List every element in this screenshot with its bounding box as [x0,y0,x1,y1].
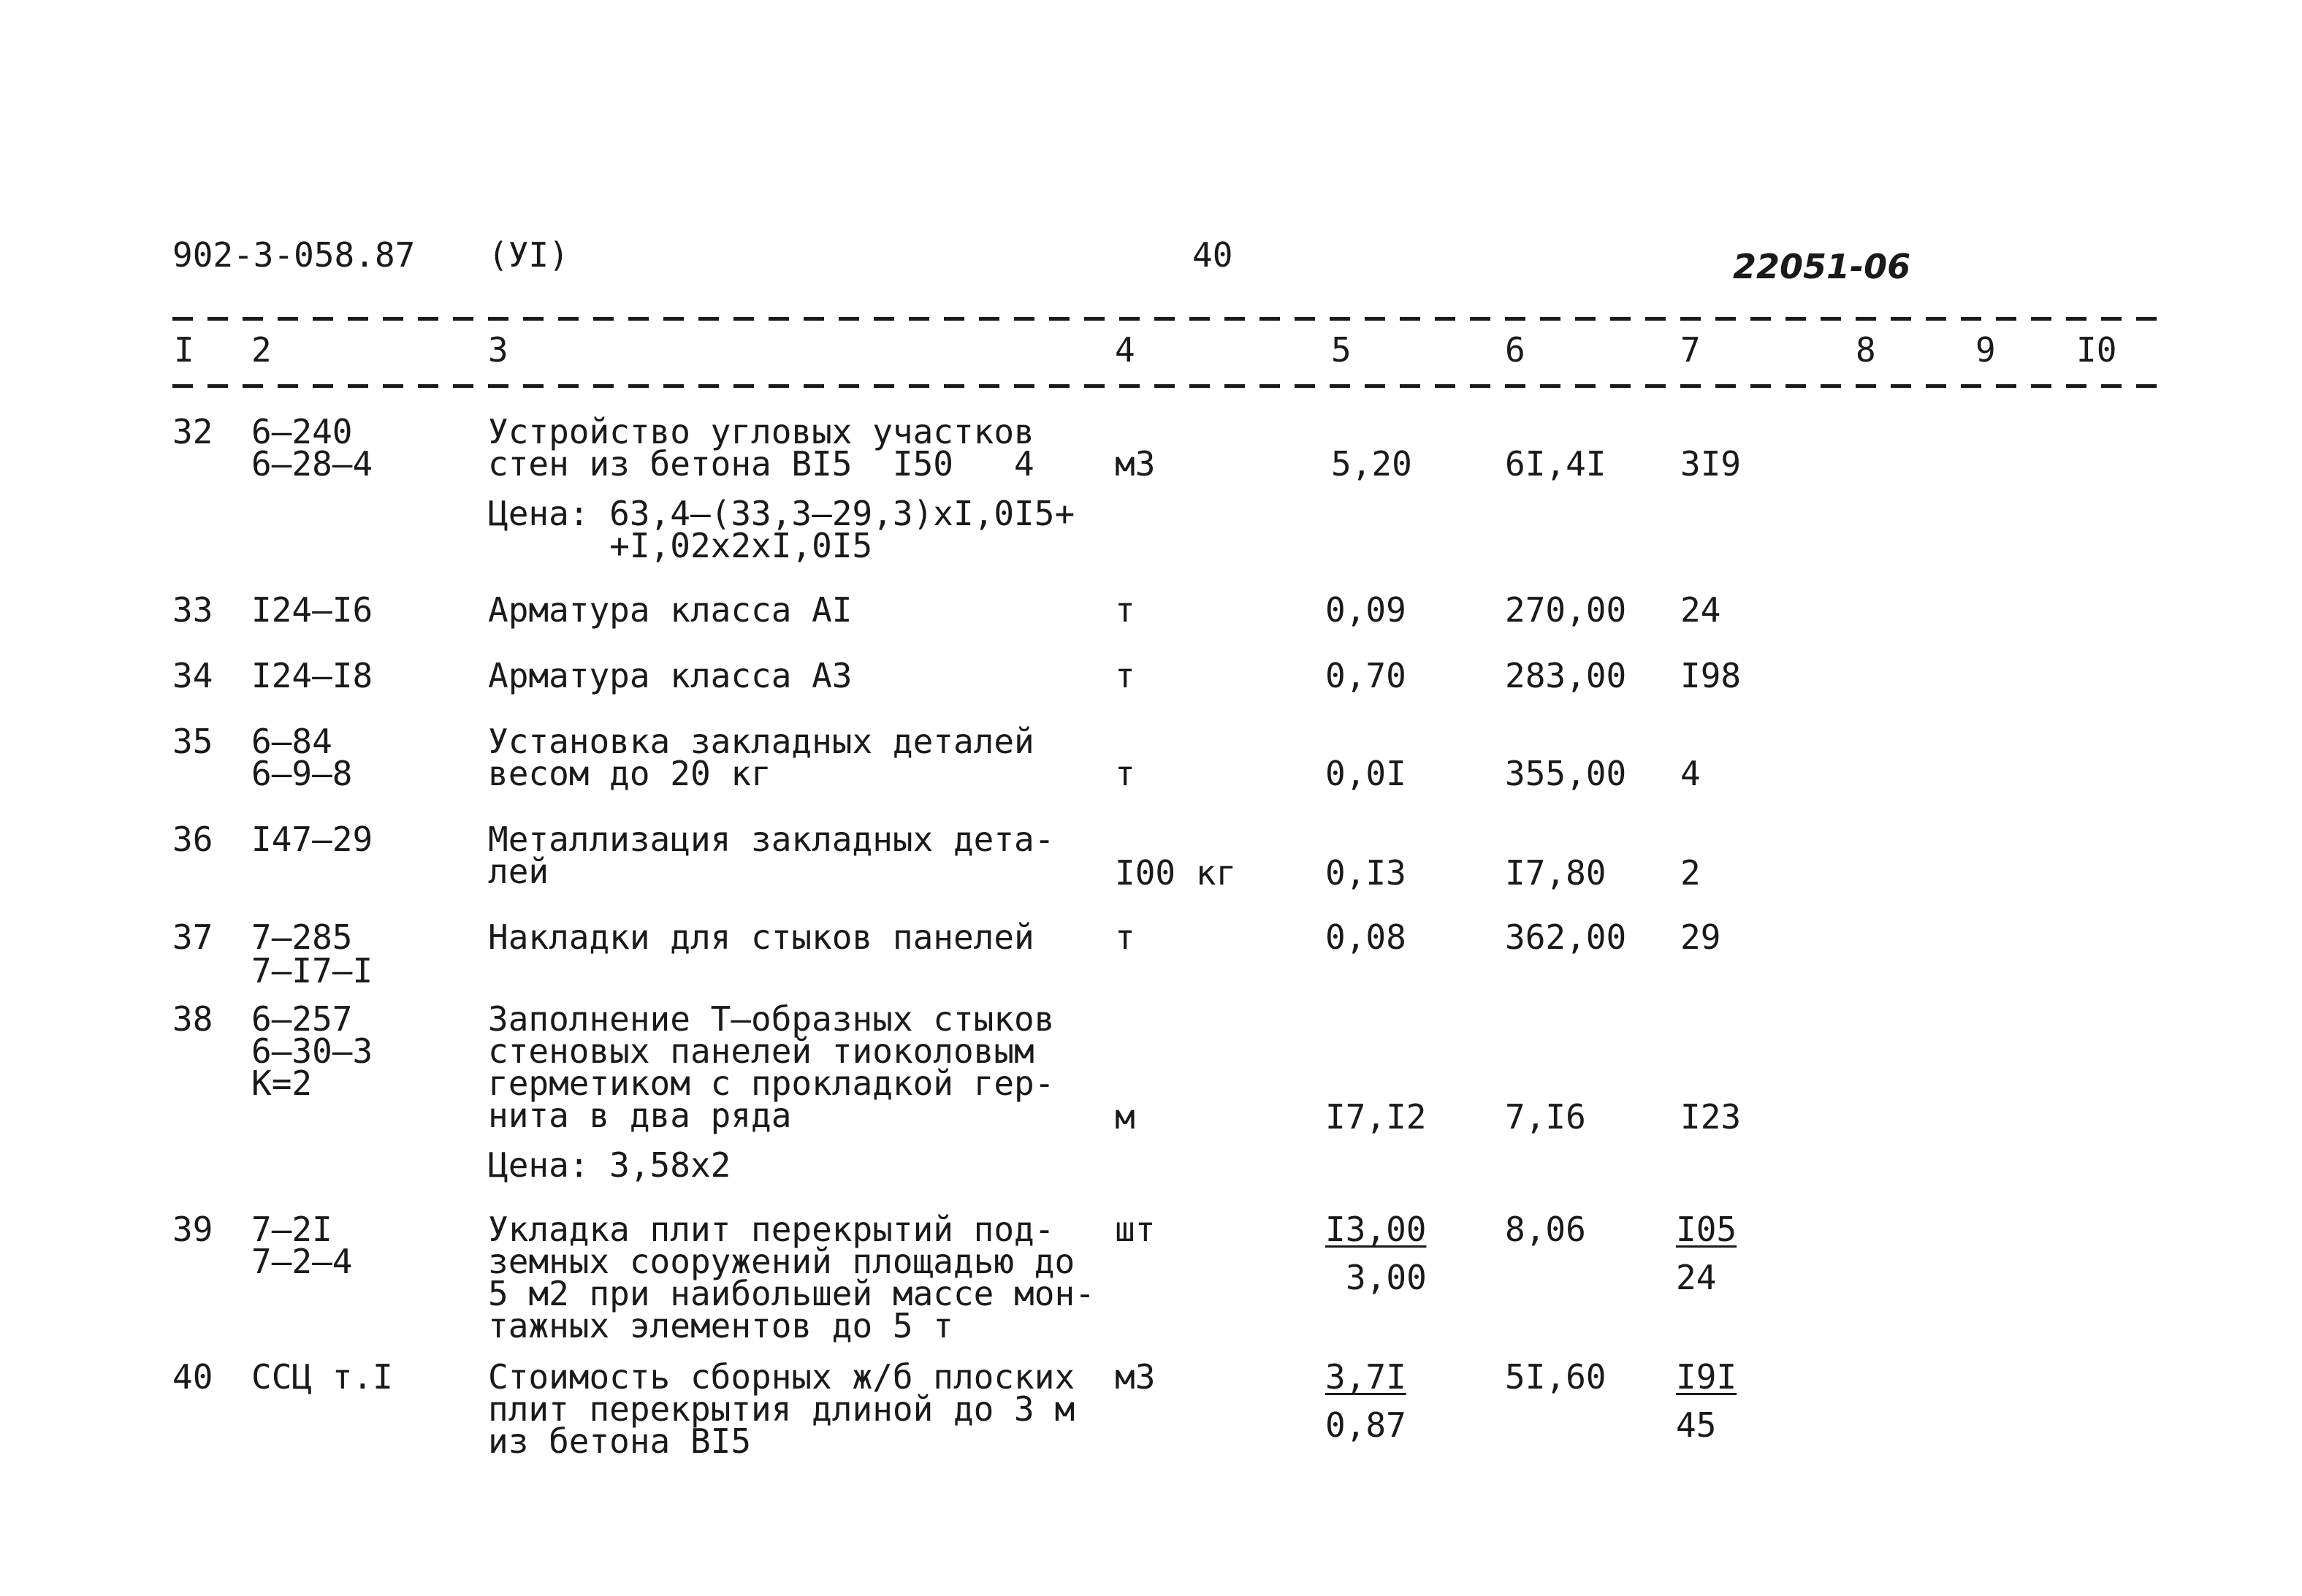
row-unit-price: I7,80 [1505,853,1607,893]
row-code: ССЦ т.I [251,1357,393,1397]
row-total-secondary: 45 [1676,1405,1717,1445]
row-price-note: +I,02x2xI,0I5 [488,526,873,565]
row-description: Укладка плит перекрытий под- [488,1210,1055,1249]
row-number: 38 [172,999,213,1039]
row-unit-price: 6I,4I [1505,444,1607,484]
row-unit: I00 кг [1115,853,1237,893]
row-quantity: 0,09 [1325,590,1406,630]
row-unit-price: 362,00 [1505,917,1627,957]
row-description: Арматура класса A3 [488,656,853,695]
row-description: 5 м2 при наибольшей массе мон- [488,1274,1095,1313]
row-quantity: I3,00 [1325,1210,1427,1249]
row-code: 7–I7–I [251,951,373,990]
col-header-2: 2 [251,330,272,370]
row-code: 7–2I [251,1210,332,1249]
row-quantity: 3,7I [1325,1357,1406,1397]
row-code: I47–29 [251,820,373,859]
row-description: стеновых панелей тиоколовым [488,1031,1034,1071]
row-total: 4 [1680,754,1701,793]
row-number: 34 [172,656,213,695]
handwritten-reference: 22051-06 [1733,247,1911,286]
row-quantity: I7,I2 [1325,1097,1427,1137]
row-number: 37 [172,917,213,957]
col-header-8: 8 [1856,330,1876,370]
row-number: 32 [172,412,213,451]
col-header-7: 7 [1680,330,1701,370]
row-unit-price: 8,06 [1505,1210,1586,1249]
row-number: 33 [172,590,213,630]
header-top-rule [172,317,2167,321]
row-price-note: Цена: 3,58x2 [488,1145,731,1185]
row-description: герметиком с прокладкой гер- [488,1064,1055,1103]
row-total: 29 [1680,917,1721,957]
row-number: 36 [172,820,213,859]
row-quantity: 5,20 [1331,444,1412,484]
row-total: 3I9 [1680,444,1742,484]
row-number: 35 [172,722,213,761]
row-code: 6–257 [251,999,353,1039]
header-bottom-rule [172,384,2167,388]
row-number: 40 [172,1357,213,1397]
page-number: 40 [1192,235,1233,275]
row-description: Устройство угловых участков [488,412,1034,451]
row-description: тажных элементов до 5 т [488,1306,953,1345]
row-total: I05 [1676,1210,1737,1249]
row-quantity-secondary: 3,00 [1346,1258,1427,1297]
row-quantity: 0,08 [1325,917,1406,957]
row-unit-price: 283,00 [1505,656,1627,695]
row-description: стен из бетона BI5 I50 4 [488,444,1034,484]
row-unit: т [1115,754,1135,793]
row-total: 24 [1680,590,1721,630]
col-header-5: 5 [1331,330,1352,370]
row-unit: м3 [1115,444,1156,484]
row-price-note: Цена: 63,4–(33,3–29,3)xI,0I5+ [488,494,1075,533]
row-unit: т [1115,917,1135,957]
row-code: 6–240 [251,412,353,451]
row-description: весом до 20 кг [488,754,771,793]
row-unit-price: 355,00 [1505,754,1627,793]
row-quantity: 0,I3 [1325,853,1406,893]
row-description: Заполнение Т–образных стыков [488,999,1055,1039]
col-header-6: 6 [1505,330,1525,370]
row-total: I9I [1676,1357,1737,1397]
row-unit: шт [1115,1210,1156,1249]
row-description: Установка закладных деталей [488,722,1034,761]
row-unit-price: 7,I6 [1505,1097,1586,1137]
row-description: Арматура класса AI [488,590,853,630]
row-unit: м3 [1115,1357,1156,1397]
row-code: K=2 [251,1064,313,1103]
section-code: (УI) [488,235,569,275]
row-description: нита в два ряда [488,1096,792,1135]
row-quantity: 0,0I [1325,754,1406,793]
row-code: 6–28–4 [251,444,373,484]
row-unit: м [1115,1097,1135,1137]
row-description: из бетона BI5 [488,1421,752,1461]
row-code: 7–2–4 [251,1242,353,1281]
doc-code: 902-3-058.87 [172,235,416,275]
row-description: лей [488,852,549,891]
row-code: 6–30–3 [251,1031,373,1071]
row-code: 6–9–8 [251,754,353,793]
row-unit-price: 5I,60 [1505,1357,1607,1397]
row-number: 39 [172,1210,213,1249]
row-unit-price: 270,00 [1505,590,1627,630]
row-total: I98 [1680,656,1742,695]
row-total: I23 [1680,1097,1742,1137]
row-unit: т [1115,656,1135,695]
row-description: земных сооружений площадью до [488,1242,1075,1281]
row-description: Накладки для стыков панелей [488,917,1034,957]
row-description: Металлизация закладных дета- [488,820,1055,859]
row-total-secondary: 24 [1676,1258,1717,1297]
col-header-4: 4 [1115,330,1135,370]
col-header-3: 3 [488,330,508,370]
row-unit: т [1115,590,1135,630]
row-code: 6–84 [251,722,332,761]
row-description: Стоимость сборных ж/б плоских [488,1357,1075,1397]
col-header-1: I [174,330,194,370]
row-code: I24–I8 [251,656,373,695]
row-description: плит перекрытия длиной до 3 м [488,1389,1075,1429]
row-code: I24–I6 [251,590,373,630]
row-quantity-secondary: 0,87 [1325,1405,1406,1445]
row-code: 7–285 [251,917,353,957]
row-quantity: 0,70 [1325,656,1406,695]
col-header-9: 9 [1975,330,1996,370]
col-header-10: I0 [2076,330,2117,370]
row-total: 2 [1680,853,1701,893]
